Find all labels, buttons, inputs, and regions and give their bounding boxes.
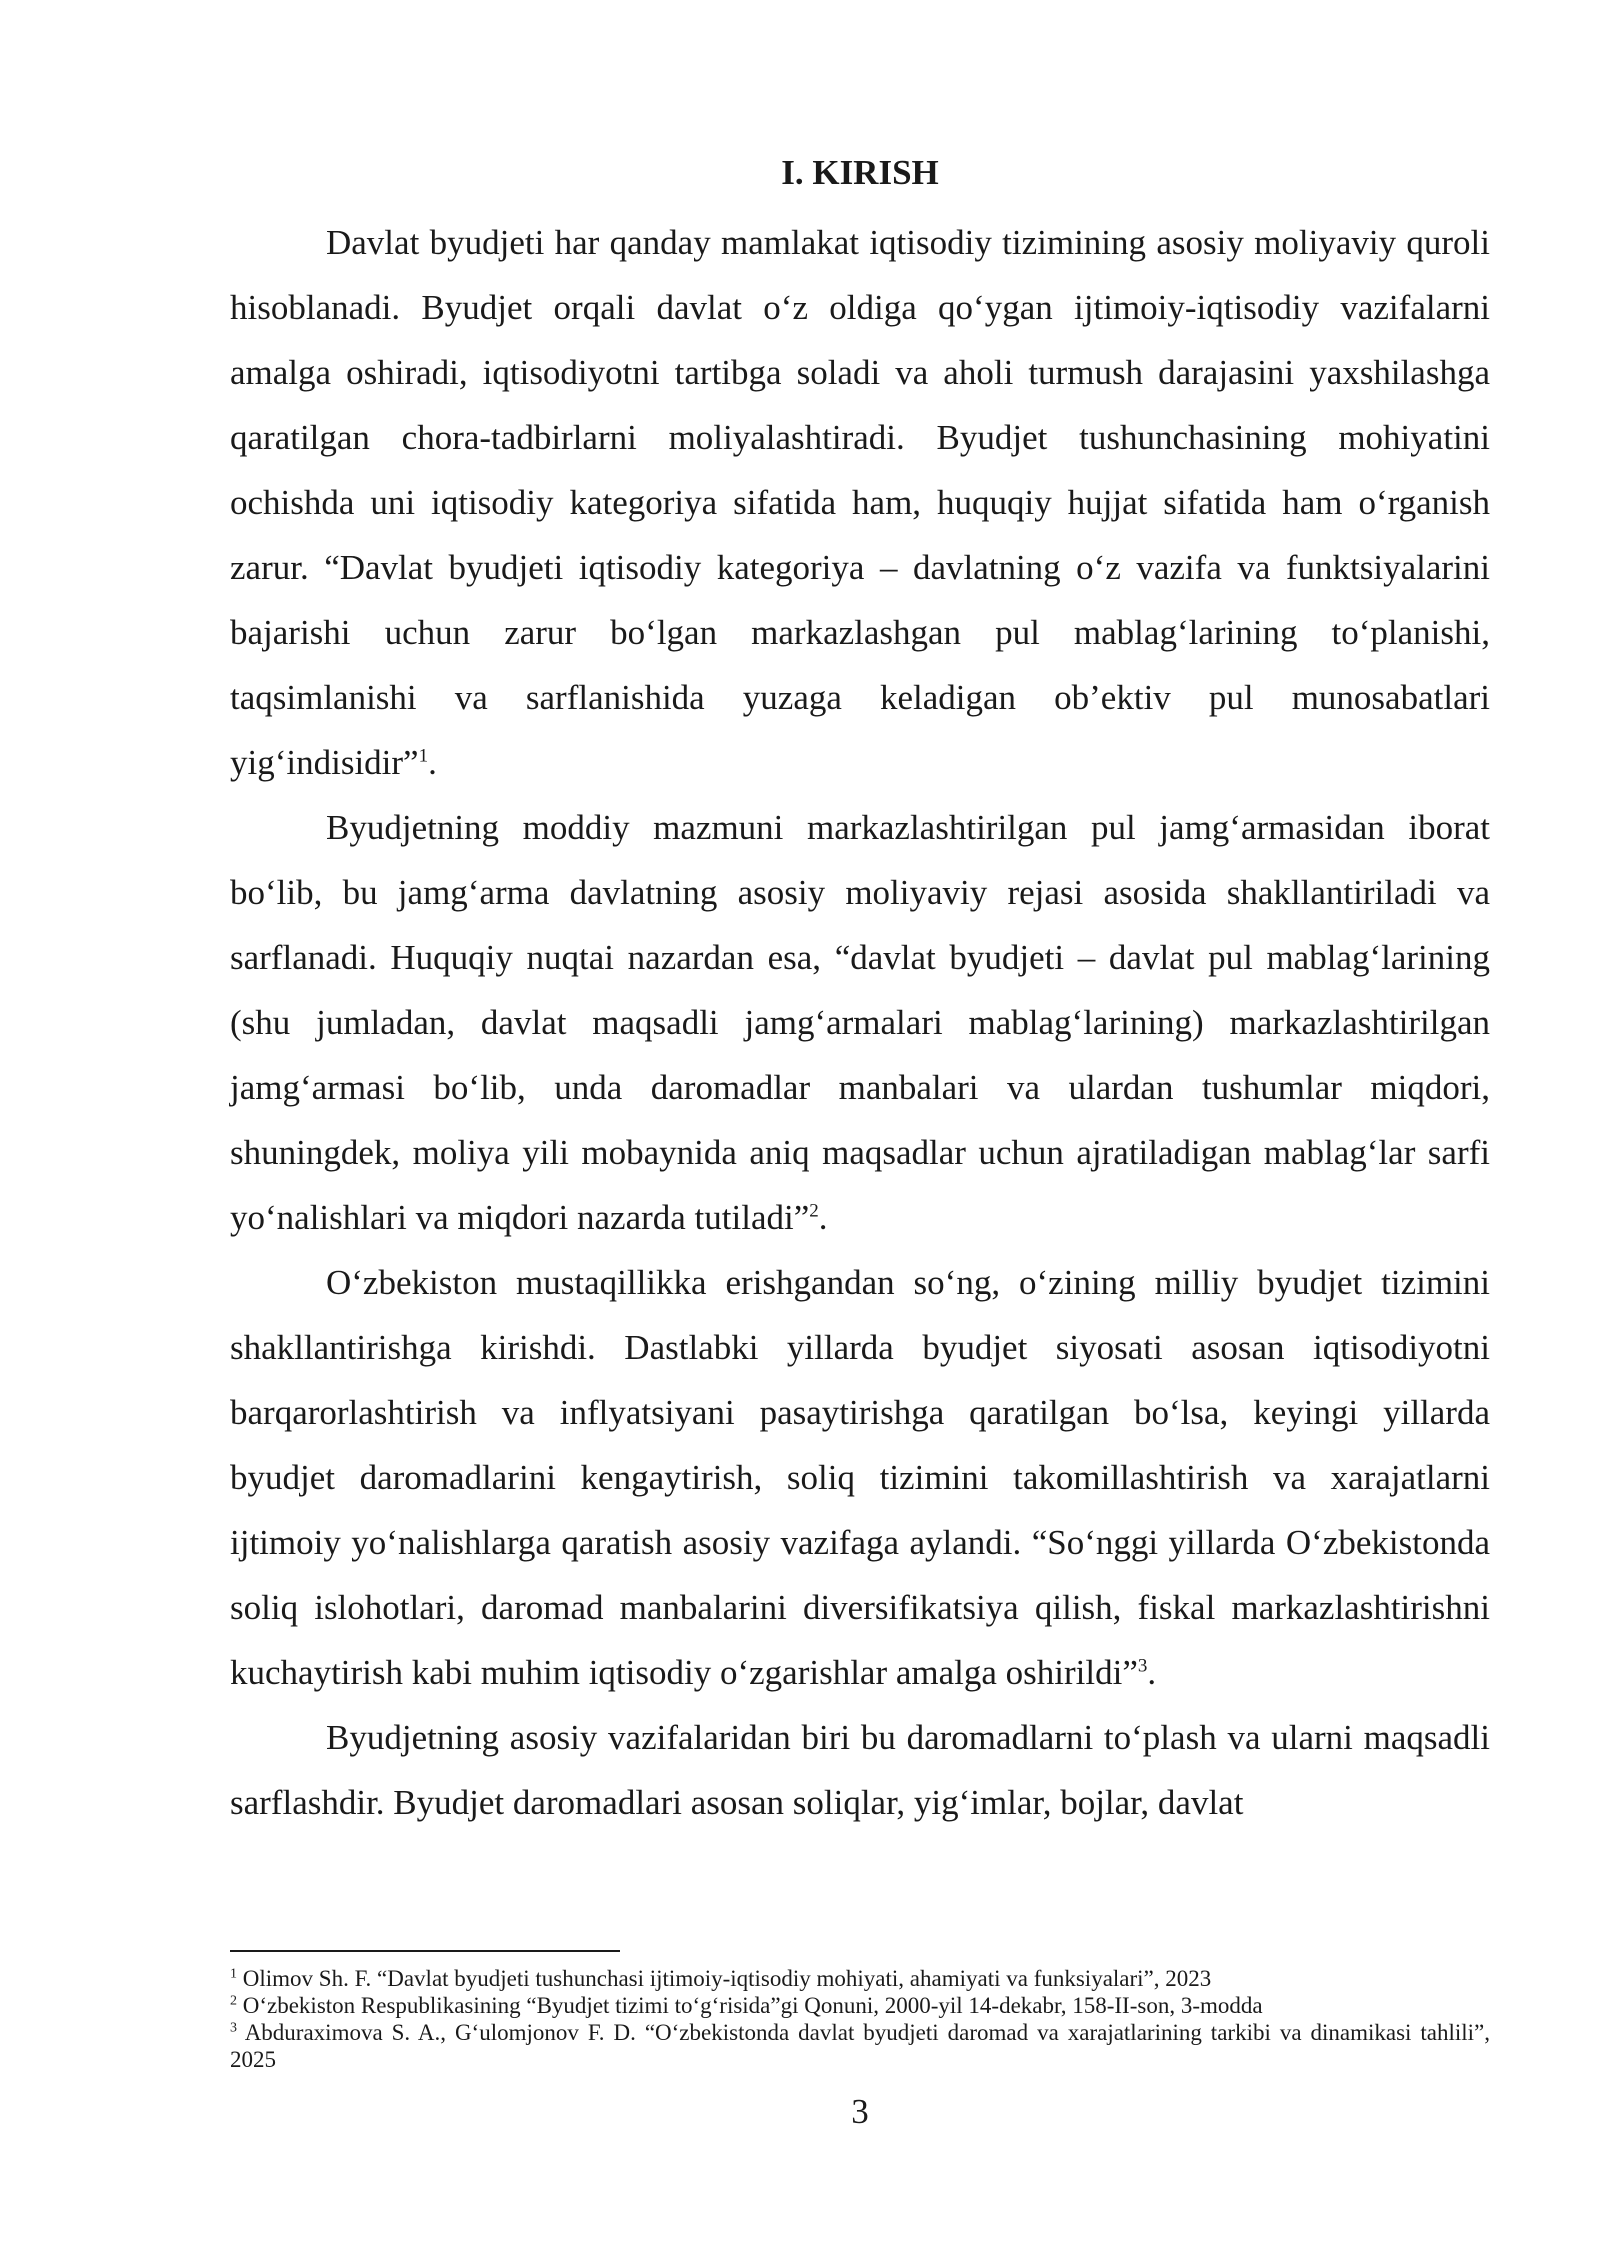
footnote-ref-2[interactable]: 2 xyxy=(809,1200,819,1222)
footnote-ref-3[interactable]: 3 xyxy=(1137,1655,1148,1677)
paragraph-text: O‘zbekiston mustaqillikka erishgandan so‘ng, o‘zining milliy byudjet tizimini shakllantirishga kirishdi. Dastlabki yillarda byudjet siyosati asosan iqtisodiyotni barqarorlashtirish va inflyatsiyani pasaytirishga qaratilgan bo‘lsa, keyingi yillarda byudjet daromadlarini kengaytirish, soliq tizimini takomillashtirish va xarajatlarni ijtimoiy yo‘nalishlarga qaratish asosiy vazifaga aylandi. “So‘nggi yillarda O‘zbekistonda soliq islohotlari, daromad manbalarini diversifikatsiya qilish, fiskal markazlashtirishni kuchaytirish kabi muhim iqtisodiy o‘zgarishlar amalga oshirildi” xyxy=(230,1263,1490,1692)
footnote-number: 2 xyxy=(230,1993,237,2009)
body-text xyxy=(230,210,1490,1835)
paragraph-text: Byudjetning moddiy mazmuni markazlashtirilgan pul jamg‘armasidan iborat bo‘lib, bu jamg‘arma davlatning asosiy moliyaviy rejasi asosida shakllantiriladi va sarflanadi. Huquqiy nuqtai nazardan esa, “davlat byudjeti – davlat pul mablag‘larining (shu jumladan, davlat maqsadli jamg‘armalari mablag‘larining) markazlashtirilgan jamg‘armasi bo‘lib, unda daromadlar manbalari va ulardan tushumlar miqdori, shuningdek, moliya yili mobaynida aniq maqsadlar uchun ajratiladigan mablag‘lar sarfi yo‘nalishlari va miqdori nazarda tutiladi” xyxy=(230,808,1490,1237)
footnote-text: O‘zbekiston Respublikasining “Byudjet tizimi to‘g‘risida”gi Qonuni, 2000-yil 14-dekabr, 158-II-son, 3-modda xyxy=(237,1993,1263,2018)
paragraph-text: Davlat byudjeti har qanday mamlakat iqtisodiy tizimining asosiy moliyaviy quroli hisoblanadi. Byudjet orqali davlat o‘z oldiga qo‘ygan ijtimoiy-iqtisodiy vazifalarni amalga oshiradi, iqtisodiyotni tartibga soladi va aholi turmush darajasini yaxshilashga qaratilgan chora-tadbirlarni moliyalashtiradi. Byudjet tushunchasining mohiyatini ochishda uni iqtisodiy kategoriya sifatida ham, huquqiy hujjat sifatida ham o‘rganish zarur. “Davlat byudjeti iqtisodiy kategoriya – davlatning o‘z vazifa va funktsiyalarini bajarishi uchun zarur bo‘lgan markazlashgan pul mablag‘larining to‘planishi, taqsimlanishi va sarflanishida yuzaga keladigan ob’ektiv pul munosabatlari yig‘indisidir” xyxy=(230,223,1490,782)
footnote-text: Olimov Sh. F. “Davlat byudjeti tushunchasi ijtimoiy-iqtisodiy mohiyati, ahamiyati va funksiyalari”, 2023 xyxy=(237,1966,1212,1991)
paragraph-2 xyxy=(230,795,1490,1250)
footnotes xyxy=(230,1965,1490,2073)
page-number: 3 xyxy=(851,2092,869,2131)
footnote-number: 1 xyxy=(230,1966,237,1982)
paragraph-tail: . xyxy=(428,743,437,782)
paragraph-text: Byudjetning asosiy vazifalaridan biri bu daromadlarni to‘plash va ularni maqsadli sarflashdir. Byudjet daromadlari asosan soliqlar, yig‘imlar, bojlar, davlat xyxy=(230,1718,1490,1822)
paragraph-1 xyxy=(230,210,1490,795)
footnote-2 xyxy=(230,1992,1490,2019)
section-heading: I. KIRISH xyxy=(781,153,939,192)
paragraph-3 xyxy=(230,1250,1490,1705)
paragraph-tail: . xyxy=(818,1198,828,1237)
paragraph-tail: . xyxy=(1147,1653,1157,1692)
footnote-ref-1[interactable]: 1 xyxy=(418,745,429,767)
footnote-3 xyxy=(230,2019,1490,2073)
footnote-separator xyxy=(230,1950,620,1952)
footnote-text: Abduraximova S. A., G‘ulomjonov F. D. “O‘zbekistonda davlat byudjeti daromad va xarajatlarining tarkibi va dinamikasi tahlili”, 2025 xyxy=(230,2020,1490,2072)
footnote-number: 3 xyxy=(230,2020,237,2036)
paragraph-4 xyxy=(230,1705,1490,1835)
footnote-1 xyxy=(230,1965,1490,1992)
